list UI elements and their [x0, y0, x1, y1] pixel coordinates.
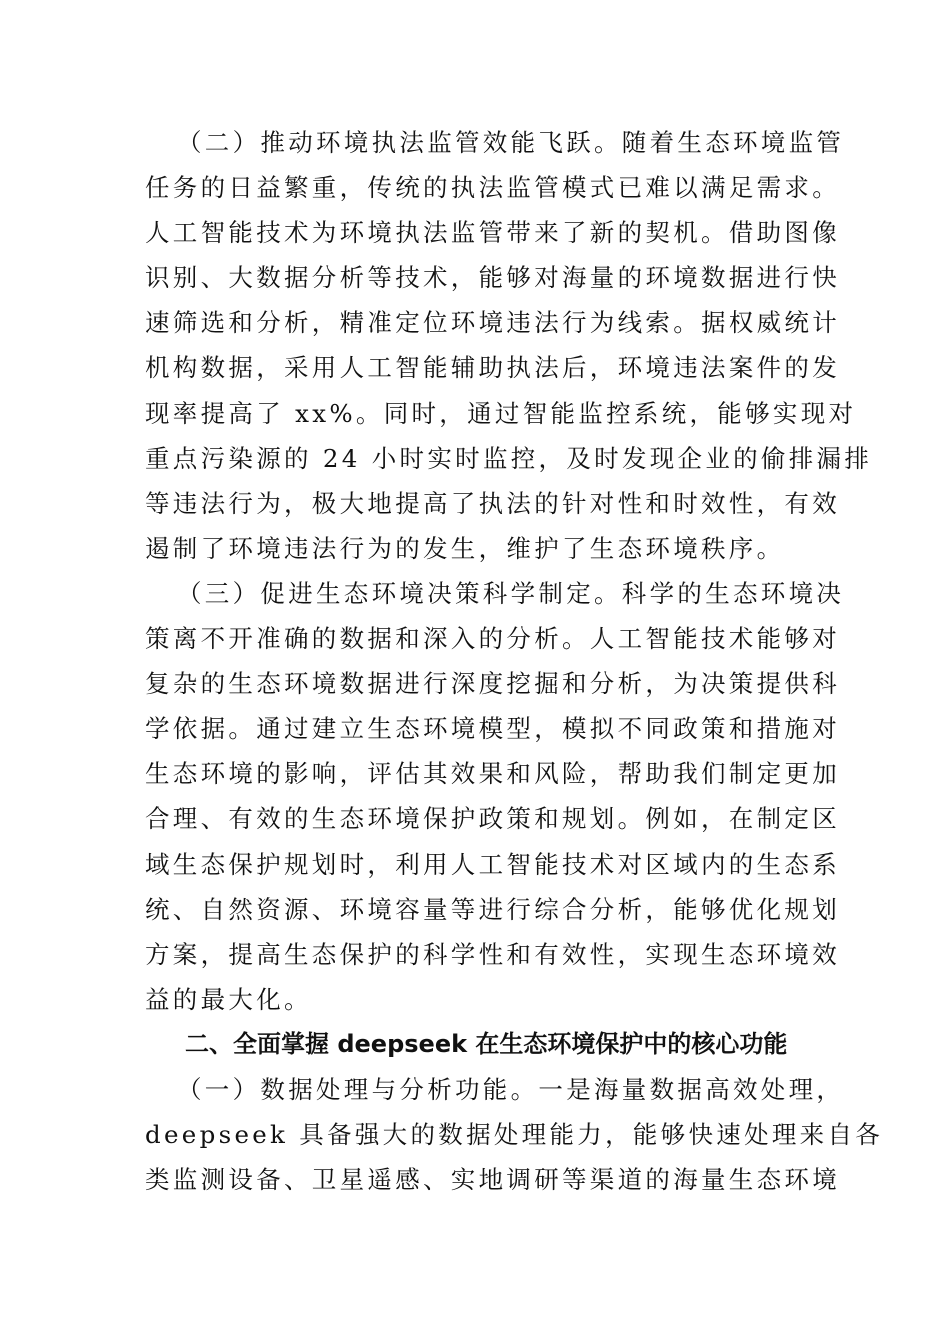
paragraph-enforcement-efficiency	[145, 120, 873, 571]
text-line: 识别、大数据分析等技术，能够对海量的环境数据进行快	[145, 263, 840, 293]
text-line: 等违法行为，极大地提高了执法的针对性和时效性，有效	[145, 488, 840, 518]
text-line: 益的最大化。	[145, 984, 312, 1014]
paragraph-decision-making	[145, 571, 845, 1022]
text-line: deepseek 具备强大的数据处理能力，能够快速处理来自各	[145, 1120, 884, 1150]
text-line: 速筛选和分析，精准定位环境违法行为线索。据权威统计	[145, 308, 840, 338]
text-line: 重点污染源的 24 小时实时监控，及时发现企业的偷排漏排	[145, 443, 873, 473]
text-line: 合理、有效的生态环境保护政策和规划。例如，在制定区	[145, 804, 840, 834]
text-line: 策离不开准确的数据和深入的分析。人工智能技术能够对	[145, 624, 840, 654]
paragraph-data-processing	[145, 1067, 884, 1202]
text-line: 统、自然资源、环境容量等进行综合分析，能够优化规划	[145, 894, 840, 924]
text-line: （二）推动环境执法监管效能飞跃。随着生态环境监管	[177, 128, 845, 157]
text-line: 方案，提高生态保护的科学性和有效性，实现生态环境效	[145, 939, 840, 969]
text-line: 域生态保护规划时，利用人工智能技术对区域内的生态系	[145, 849, 840, 879]
text-line: （三）促进生态环境决策科学制定。科学的生态环境决	[177, 578, 845, 608]
text-line: 类监测设备、卫星遥感、实地调研等渠道的海量生态环境	[145, 1165, 840, 1195]
text-line: 人工智能技术为环境执法监管带来了新的契机。借助图像	[145, 218, 840, 248]
section-heading: 二、全面掌握 deepseek 在生态环境保护中的核心功能	[185, 1029, 788, 1058]
text-line: 学依据。通过建立生态环境模型，模拟不同政策和措施对	[145, 714, 840, 744]
text-line: 遏制了环境违法行为的发生，维护了生态环境秩序。	[145, 533, 785, 563]
text-line: 现率提高了 xx%。同时，通过智能监控系统，能够实现对	[145, 398, 857, 428]
text-line: 机构数据，采用人工智能辅助执法后，环境违法案件的发	[145, 353, 840, 383]
text-line: 复杂的生态环境数据进行深度挖掘和分析，为决策提供科	[145, 669, 840, 699]
text-line: 生态环境的影响，评估其效果和风险，帮助我们制定更加	[145, 759, 840, 789]
document-page	[145, 120, 884, 1202]
text-line: （一）数据处理与分析功能。一是海量数据高效处理，	[177, 1074, 845, 1104]
text-line: 任务的日益繁重，传统的执法监管模式已难以满足需求。	[145, 173, 840, 203]
